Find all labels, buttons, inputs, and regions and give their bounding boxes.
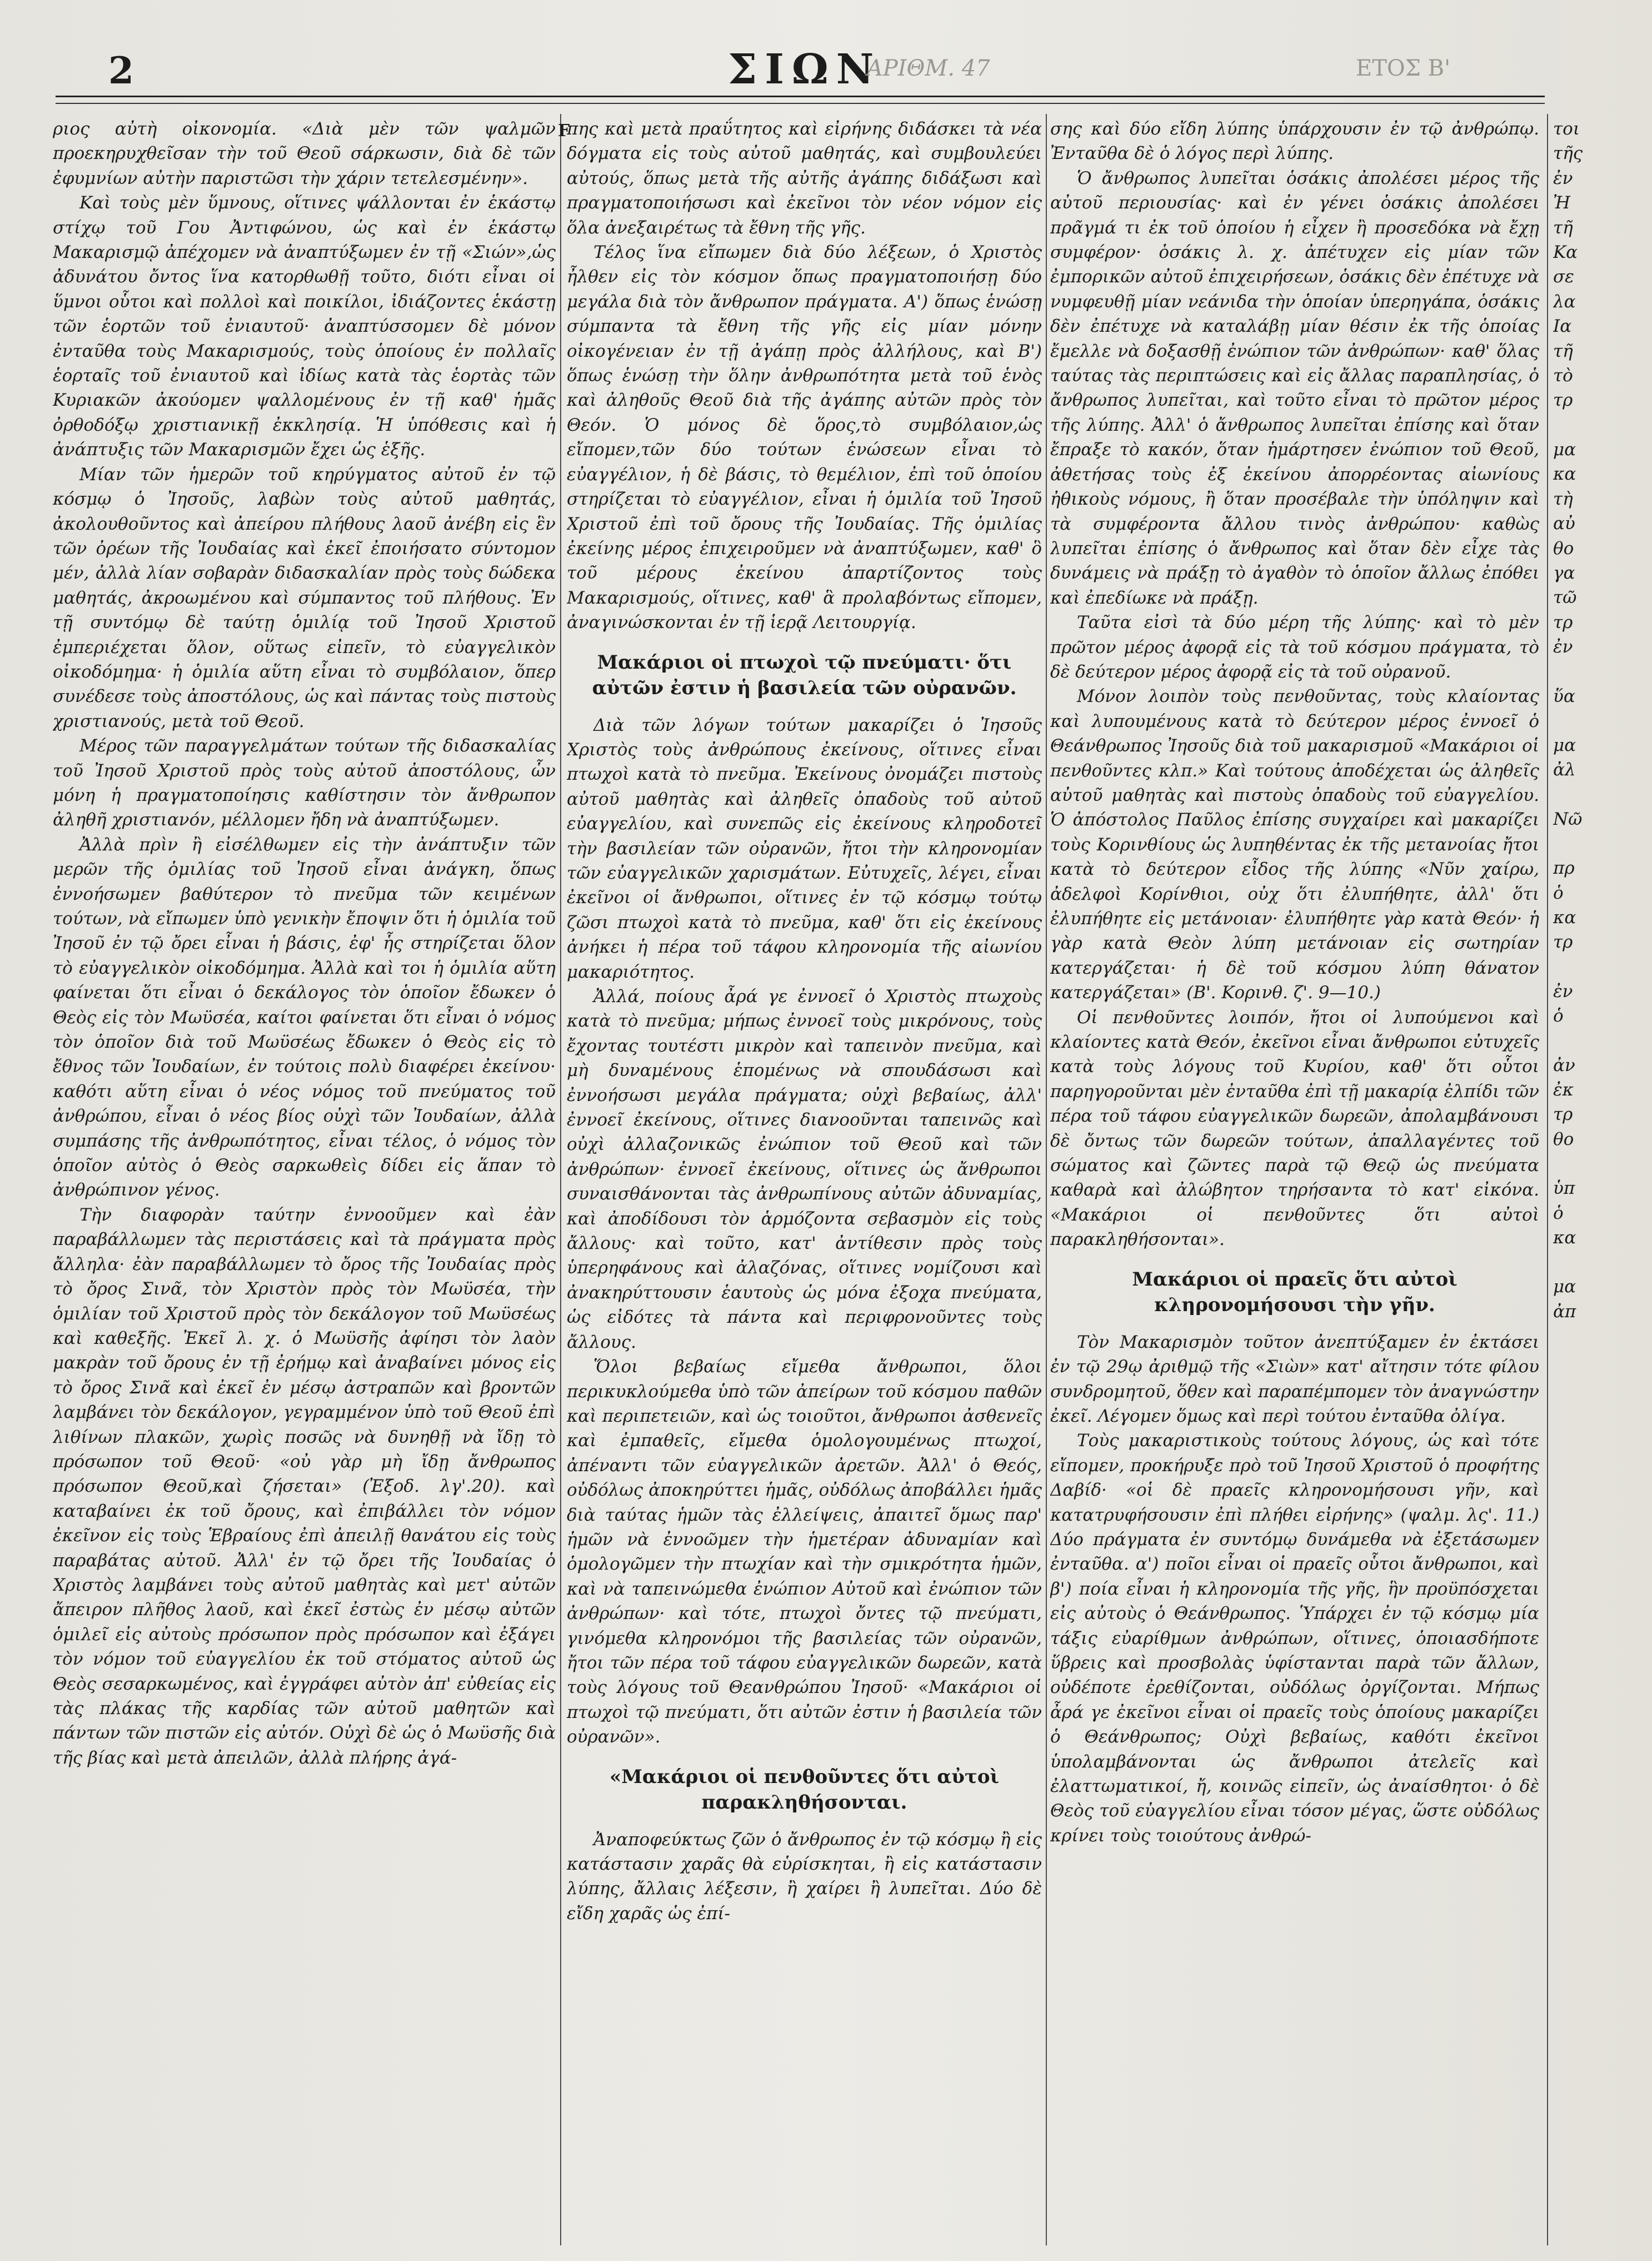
line-fragment: μα <box>1553 1277 1576 1297</box>
line-fragment: Ια <box>1553 316 1572 337</box>
paragraph: Μέρος τῶν παραγγελμάτων τούτων τῆς διδασκαλίας τοῦ Ἰησοῦ Χριστοῦ πρὸς τοὺς αὐτοῦ ἀποστόλους, ὧν μόνη ἡ πραγματοποίησις καθίστησιν τὸν ἄνθρωπον ἀληθῆ χριστιανόν, μέλλομεν ἤδη νὰ ἀναπτύξωμεν. <box>53 736 556 830</box>
line-fragment: τρ <box>1553 932 1573 953</box>
paragraph: Τοὺς μακαριστικοὺς τούτους λόγους, ὡς καὶ τότε εἴπομεν, προκήρυξε πρὸ τοῦ Ἰησοῦ Χριστοῦ ὁ προφήτης Δαβίδ· «οἱ δὲ πραεῖς κληρονομήσουσι γῆν, καὶ κατατρυφήσουσιν ἐπὶ πλήθει εἰρήνης» (ψαλμ. λς'. 11.) Δύο πράγματα ἐν συντόμῳ δυνάμεθα νὰ ἐξετάσωμεν ἐνταῦθα. α') ποῖοι εἶναι οἱ πραεῖς οὗτοι ἄνθρωποι, καὶ β') ποία εἶναι ἡ κληρονομία τῆς γῆς, ἣν προϋπόσχεται εἰς αὐτοὺς ὁ Θεάνθρωπος. Ὑπάρχει ἐν τῷ κόσμῳ μία τάξις εὐαρίθμων ἀνθρώπων, οἵτινες, ὁποιασδήποτε ὕβρεις καὶ προσβολὰς ὑφίστανται παρὰ τῶν ἄλλων, οὐδέποτε ἐρεθίζονται, οὐδόλως ὀργίζονται. Μήπως ἆρά γε ἐκεῖνοι εἶναι οἱ πραεῖς τοὺς ὁποίους μακαρίζει ὁ Θεάνθρωπος; Οὐχὶ βεβαίως, καθότι ἐκεῖνοι ὑπολαμβάνονται ὡς ἄνθρωποι ἀτελεῖς καὶ ἐλαττωματικοί, ἤ, κοινῶς εἰπεῖν, ὡς ἀναίσθητοι· ὁ δὲ Θεὸς τοῦ εὐαγγελίου εἶναι τόσον μέγας, ὥστε οὐδόλως κρίνει τοὺς τοιούτους ἀνθρώ- <box>1050 1431 1539 1846</box>
line-fragment: Ἠ <box>1553 193 1570 213</box>
line-gap <box>1553 831 1652 856</box>
line-fragment: τῶ <box>1553 587 1577 608</box>
line-fragment: τρ <box>1553 1104 1573 1125</box>
line-fragment: ἀλ <box>1553 760 1576 780</box>
show-through-text-left: ΑΡΙΘΜ. 47 <box>867 56 990 81</box>
paragraph: Ὅλοι βεβαίως εἴμεθα ἄνθρωποι, ὅλοι περικυκλούμεθα ὑπὸ τῶν ἀπείρων τοῦ κόσμου παθῶν καὶ περιπετειῶν, καὶ ὡς τοιοῦτοι, ἄνθρωποι ἀσθενεῖς καὶ ἐμπαθεῖς, εἴμεθα ὁμολογουμένως πτωχοί, ἀπέναντι τῶν εὐαγγελικῶν ἀρετῶν. Ἀλλ' ὁ Θεός, οὐδόλως ἀποκηρύττει ἡμᾶς, οὐδόλως ἀποβάλλει ἡμᾶς διὰ ταύτας ἡμῶν τὰς ἐλλείψεις, ἀπαιτεῖ ὅμως παρ' ἡμῶν νὰ ἐννοῶμεν τὴν ἡμετέραν ἀδυναμίαν καὶ ὁμολογῶμεν τὴν πτωχίαν καὶ τὴν σμικρότητα ἡμῶν, καὶ νὰ ταπεινώμεθα ἐνώπιον Αὐτοῦ καὶ ἐνώπιον τῶν ἀνθρώπων· καὶ τότε, πτωχοὶ ὄντες τῷ πνεύματι, γινόμεθα κληρονόμοι τῆς βασιλείας τῶν οὐρανῶν, ἤτοι τῶν πέρα τοῦ τάφου εὐαγγελικῶν δωρεῶν, κατὰ τοὺς λόγους τοῦ Θεανθρώπου Ἰησοῦ· «Μακάριοι οἱ πτωχοὶ τῷ πνεύματι, ὅτι αὐτῶν ἐστιν ἡ βασιλεία τῶν οὐρανῶν». <box>567 1357 1042 1747</box>
paragraph: Ἀναποφεύκτως ζῶν ὁ ἄνθρωπος ἐν τῷ κόσμῳ ἢ εἰς κατάστασιν χαρᾶς θὰ εὑρίσκηται, ἢ εἰς κατάστασιν λύπης, ἄλλαις λέξεσιν, ἢ χαίρει ἢ λυπεῖται. Δύο δὲ εἴδη χαρᾶς ὡς ἐπί- <box>567 1829 1042 1924</box>
paragraph: Οἱ πενθοῦντες λοιπόν, ἤτοι οἱ λυπούμενοι καὶ κλαίοντες κατὰ Θεόν, ἐκεῖνοι εἶναι ἄνθρωποι εὐτυχεῖς κατὰ τοὺς λόγους τοῦ Κυρίου, καθ' ὅτι οὗτοι παρηγοροῦνται μὲν ἐνταῦθα ἐπὶ τῇ μακαρίᾳ ἐλπίδι τῶν πέρα τοῦ τάφου εὐαγγελικῶν δωρεῶν, ἀπολαμβάνουσι δὲ ὄντως τῶν δωρεῶν τούτων, ἀπαλλαγέντες τοῦ σώματος καὶ ζῶντες παρὰ τῷ Θεῷ ὡς πνεύματα καθαρὰ καὶ ἀλώβητον τηρήσαντα τὸ κατ' εἰκόνα. «Μακάριοι οἱ πενθοῦντες ὅτι αὐτοὶ παρακληθήσονται». <box>1050 1007 1539 1250</box>
paragraph: Ταῦτα εἰσὶ τὰ δύο μέρη τῆς λύπης· καὶ τὸ μὲν πρῶτον μέρος ἀφορᾷ εἰς τὰ τοῦ κόσμου πράγματα, τὸ δὲ δεύτερον μέρος ἀφορᾷ εἰς τὰ τοῦ οὐρανοῦ. <box>1050 612 1539 682</box>
line-fragment: ἀπ <box>1553 1301 1576 1322</box>
column-4-cropped <box>1553 117 1652 2245</box>
paragraph: Τὸν Μακαρισμὸν τοῦτον ἀνεπτύξαμεν ἐν ἐκτάσει ἐν τῷ 29ῳ ἀριθμῷ τῆς «Σιὼν» κατ' αἴτησιν τότε φίλου συνδρομητοῦ, ὅθεν καὶ παραπέμπομεν τὸν ἀναγνώστην ἐκεῖ. Λέγομεν ὅμως καὶ περὶ τούτου ἐνταῦθα ὀλίγα. <box>1050 1332 1539 1426</box>
line-fragment: Κα <box>1553 242 1578 263</box>
line-gap <box>1553 709 1652 733</box>
line-fragment: ἐν <box>1553 168 1573 188</box>
paragraph: Τέλος ἵνα εἴπωμεν διὰ δύο λέξεων, ὁ Χριστὸς ἦλθεν εἰς τὸν κόσμον ὅπως πραγματοποιήσῃ δύο μεγάλα διὰ τὸν ἄνθρωπον πράγματα. Α') ὅπως ἑνώσῃ σύμπαντα τὰ ἔθνη τῆς γῆς εἰς μίαν μόνην οἰκογένειαν ἐν τῇ ἀγάπῃ πρὸς ἀλλήλους, καὶ Β') ὅπως ἑνώσῃ τὴν ὅλην ἀνθρωπότητα μετὰ τοῦ ἑνὸς καὶ ἀληθοῦς Θεοῦ διὰ τῆς ἀγάπης αὐτῶν πρὸς τὸν Θεόν. Ὁ μόνος δὲ ὅρος,τὸ συμβόλαιον,ὡς εἴπομεν,τῶν δύο τούτων ἑνώσεων εἶναι τὸ εὐαγγέλιον, ἡ δὲ βάσις, τὸ θεμέλιον, ἐπὶ τοῦ ὁποίου στηρίζεται τὸ εὐαγγέλιον, εἶναι ἡ ὁμιλία τοῦ Ἰησοῦ Χριστοῦ ἐπὶ τοῦ ὄρους τῆς Ἰουδαίας. Τῆς ὁμιλίας ἐκείνης μέρος ἐπιχειροῦμεν νὰ ἀναπτύξωμεν, καθ' ὃ τοῦ μέρους ἐκείνου ἀπαρτίζοντος τοὺς Μακαρισμούς, οἵτινες, καθ' ἃ προλαβόντως εἴπομεν, ἀναγινώσκονται ἐν τῇ ἱερᾷ Λειτουργίᾳ. <box>567 242 1042 633</box>
line-fragment: ὁ <box>1553 1203 1564 1223</box>
line-fragment: τὸ <box>1553 366 1573 386</box>
line-fragment: κα <box>1553 907 1576 928</box>
paragraph: πης καὶ μετὰ πραΰτητος καὶ εἰρήνης διδάσκει τὰ νέα δόγματα εἰς τοὺς αὐτοῦ μαθητάς, καὶ συμβουλεύει αὐτούς, ὅπως μετὰ τῆς αὐτῆς ἀγάπης διδάξωσι καὶ πραγματοποιήσωσι καὶ ἐκεῖνοι τὸν νέον νόμον εἰς ὅλα ἀνεξαιρέτως τὰ ἔθνη τῆς γῆς. <box>567 119 1042 238</box>
line-gap <box>1553 413 1652 437</box>
line-gap <box>1553 660 1652 684</box>
line-fragment: ἐν <box>1553 981 1573 1002</box>
paragraph: Τὴν διαφορὰν ταύτην ἐννοοῦμεν καὶ ἐὰν παραβάλλωμεν τὰς περιστάσεις καὶ τὰ πράγματα πρὸς ἄλληλα· ἐὰν παραβάλλωμεν τὸ ὄρος τῆς Ἰουδαίας πρὸς τὸ ὄρος Σινᾶ, τὸν Χριστὸν πρὸς τὸν Μωϋσέα, τὴν ὁμιλίαν τοῦ Χριστοῦ πρὸς τὸν δεκάλογον τοῦ Μωϋσέως καὶ καθεξῆς. Ἐκεῖ λ. χ. ὁ Μωϋσῆς ἀφίησι τὸν λαὸν μακρὰν τοῦ ὄρους ἐν τῇ ἐρήμῳ καὶ ἀναβαίνει μόνος εἰς τὸ ὄρος Σινᾶ καὶ ἐκεῖ ἐν μέσῳ ἀστραπῶν καὶ βροντῶν λαμβάνει τὸν δεκάλογον, γεγραμμένον ὑπὸ τοῦ Θεοῦ ἐπὶ λιθίνων πλακῶν, χωρὶς ποσῶς νὰ δυνηθῇ νὰ ἴδῃ τὸ πρόσωπον τοῦ Θεοῦ· «οὐ γὰρ μὴ ἴδῃ ἄνθρωπος πρόσωπον Θεοῦ,καὶ ζήσεται» (Ἐξοδ. λγ'.20). καὶ καταβαίνει ἐκ τοῦ ὄρους, καὶ ἐπιβάλλει τὸν νόμον ἐκεῖνον εἰς τοὺς Ἑβραίους ἐπὶ ἀπειλῇ θανάτου εἰς τοὺς παραβάτας αὐτοῦ. Ἀλλ' ἐν τῷ ὄρει τῆς Ἰουδαίας ὁ Χριστὸς λαμβάνει τοὺς αὐτοῦ μαθητὰς καὶ μετ' αὐτῶν ἄπειρον πλῆθος λαοῦ, καὶ ἐκεῖ ἐστὼς ἐν μέσῳ αὐτῶν ὁμιλεῖ εἰς αὐτοὺς πρόσωπον πρὸς πρόσωπον καὶ ἐξάγει τὸν νόμον τοῦ εὐαγγελίου ἐκ τοῦ στόματος αὐτοῦ ὡς Θεὸς σεσαρκωμένος, καὶ ἐγγράφει αὐτὸν ἀπ' εὐθείας εἰς τὰς πλάκας τῆς καρδίας τῶν αὐτοῦ μαθητῶν καὶ πάντων τῶν πιστῶν εἰς αὐτόν. Οὐχὶ δὲ ὡς ὁ Μωϋσῆς διὰ τῆς βίας καὶ μετὰ ἀπειλῶν, ἀλλὰ πλήρης ἀγά- <box>53 1204 556 1768</box>
line-fragment: ὁ <box>1553 1006 1564 1027</box>
line-fragment: τρ <box>1553 390 1573 411</box>
line-fragment: κα <box>1553 464 1576 485</box>
line-gap <box>1553 783 1652 807</box>
column-2 <box>567 117 1042 2245</box>
line-fragment: τὴ <box>1553 489 1573 509</box>
line-fragment: τρ <box>1553 612 1573 633</box>
column-divider <box>1046 114 1047 2245</box>
line-fragment: μα <box>1553 735 1576 755</box>
show-through-text-right: ΕΤΟΣ Β' <box>1356 56 1451 81</box>
line-fragment: κα <box>1553 1228 1576 1248</box>
line-fragment: τοι <box>1553 119 1580 139</box>
page-number: 2 <box>108 49 134 92</box>
line-fragment: σε <box>1553 267 1574 287</box>
line-fragment: ἀν <box>1553 1055 1575 1075</box>
section-heading-beatitude-meek: Μακάριοι οἱ πραεῖς ὅτι αὐτοὶ κληρονομήσουσι τὴν γῆν. <box>1132 1268 1458 1316</box>
line-fragment: τῆ <box>1553 341 1573 361</box>
line-fragment: θο <box>1553 1129 1574 1149</box>
newspaper-title: ΣΙΩΝ <box>728 46 882 93</box>
line-fragment: θο <box>1553 538 1574 559</box>
line-gap <box>1553 1029 1652 1053</box>
section-heading-beatitude-mourn: «Μακάριοι οἱ πενθοῦντες ὅτι αὐτοὶ παρακληθήσονται. <box>609 1765 1000 1814</box>
column-3 <box>1050 117 1539 2245</box>
line-fragment: αὐ <box>1553 514 1575 534</box>
paragraph: Ἀλλά, ποίους ἆρά γε ἐννοεῖ ὁ Χριστὸς πτωχοὺς κατὰ τὸ πνεῦμα; μήπως ἐννοεῖ τοὺς μικρόνους, τοὺς ἔχοντας τουτέστι μικρὸν καὶ ταπεινὸν πνεῦμα, καὶ μὴ δυναμένους ἑπομένως νὰ σπουδάσωσι καὶ ἐννοήσωσι μεγάλα πράγματα; οὐχὶ βεβαίως, ἀλλ' ἐννοεῖ ἐκείνους, οἵτινες διανοοῦνται ταπεινῶς καὶ οὐχὶ ἀλλαζονικῶς ἐνώπιον τοῦ Θεοῦ καὶ τῶν ἀνθρώπων· ἐννοεῖ ἐκείνους, οἵτινες ὡς ἄνθρωποι συναισθάνονται τὰς ἀνθρωπίνους αὐτῶν ἀδυναμίας, καὶ ἀποδίδουσι τὸν ἁρμόζοντα σεβασμὸν εἰς τοὺς ἄλλους· καὶ τοῦτο, κατ' ἀντίθεσιν πρὸς τοὺς ὑπερηφάνους καὶ ἀλαζόνας, οἵτινες νομίζουσι καὶ ἀνακηρύττουσιν ἑαυτοὺς ὡς μόνα ἐξοχα πνεύματα, ὡς εἰδότες τὰ πάντα καὶ περιφρονοῦντες τοὺς ἄλλους. <box>567 987 1042 1352</box>
line-fragment: μα <box>1553 439 1576 460</box>
line-fragment: λα <box>1553 291 1576 312</box>
paragraph: ριος αὐτὴ οἰκονομία. «Διὰ μὲν τῶν ψαλμῶν προεκηρυχθεῖσαν τὴν τοῦ Θεοῦ σάρκωσιν, διὰ δὲ τῶν ἐφυμνίων αὐτὴν παριστῶσι τὴν χάριν τετελεσμένην». <box>53 119 556 188</box>
paragraph: σης καὶ δύο εἴδη λύπης ὑπάρχουσιν ἐν τῷ ἀνθρώπῳ. Ἐνταῦθα δὲ ὁ λόγος περὶ λύπης. <box>1050 119 1539 164</box>
line-fragment: Νῶ <box>1553 809 1583 829</box>
line-fragment: ὕα <box>1553 686 1575 706</box>
line-fragment: ὁ <box>1553 883 1564 903</box>
line-gap <box>1553 1250 1652 1274</box>
line-fragment: πρ <box>1553 858 1575 879</box>
line-fragment: τῆ <box>1553 217 1573 238</box>
paragraph: Διὰ τῶν λόγων τούτων μακαρίζει ὁ Ἰησοῦς Χριστὸς τοὺς ἀνθρώπους ἐκείνους, οἵτινες εἶναι πτωχοὶ κατὰ τὸ πνεῦμα. Ἐκείνους ὀνομάζει πιστοὺς αὐτοῦ μαθητὰς καὶ ἀληθεῖς ὀπαδοὺς τοῦ αὐτοῦ εὐαγγελίου, καὶ συνεπῶς εἰς ἐκείνους κληροδοτεῖ τὴν βασιλείαν τῶν οὐρανῶν, ἤτοι τὴν κληρονομίαν τῶν εὐαγγελικῶν χαρισμάτων. Εὐτυχεῖς, λέγει, εἶναι ἐκεῖνοι οἱ ἄνθρωποι, οἵτινες ἐν τῷ κόσμῳ τούτῳ ζῶσι πτωχοὶ κατὰ τὸ πνεῦμα, καθ' ὅτι εἰς ἐκείνους ἀνήκει ἡ πέρα τοῦ τάφου κληρονομία τῆς αἰωνίου μακαριότητος. <box>567 715 1042 982</box>
section-heading-beatitude-poor: Μακάριοι οἱ πτωχοὶ τῷ πνεύματι· ὅτι αὐτῶν ἐστιν ἡ βασιλεία τῶν οὐρανῶν. <box>592 651 1017 699</box>
line-fragment: ἐκ <box>1553 1080 1574 1100</box>
line-fragment: ὑπ <box>1553 1178 1575 1199</box>
paragraph: Ἀλλὰ πρὶν ἢ εἰσέλθωμεν εἰς τὴν ἀνάπτυξιν τῶν μερῶν τῆς ὁμιλίας τοῦ Ἰησοῦ εἶναι ἀνάγκη, ὅπως ἐννοήσωμεν βαθύτερον τὸ πνεῦμα τῶν κειμένων τούτων, νὰ εἴπωμεν ὑπὸ γενικὴν ἔποψιν ὅτι ἡ ὁμιλία τοῦ Ἰησοῦ ἐν τῷ ὄρει εἶναι ἡ βάσις, ἐφ' ἧς στηρίζεται ὅλον τὸ εὐαγγελικὸν οἰκοδόμημα. Ἀλλὰ καὶ τοι ἡ ὁμιλία αὕτη φαίνεται ὅτι εἶναι ὁ δεκάλογος τὸν ὁποῖον ἔδωκεν ὁ Θεὸς εἰς τὸν Μωϋσέα, καίτοι φαίνεται ὅτι εἶναι ὁ νόμος τὸν ὁποῖον διὰ τοῦ Μωϋσέως ἔδωκεν ὁ Θεὸς εἰς τὸ ἔθνος τῶν Ἰουδαίων, ἐν τούτοις πολὺ διαφέρει ἐκείνου· καθότι αὕτη εἶναι ὁ νέος νόμος τοῦ πνεύματος τοῦ ἀνθρώπου, εἶναι ὁ νέος βίος οὐχὶ τῶν Ἰουδαίων, ἀλλὰ συμπάσης τῆς ἀνθρωπότητος, εἶναι τέλος, ὁ νόμος τὸν ὁποῖον αὐτὸς ὁ Θεὸς σαρκωθεὶς δίδει εἰς ἅπαν τὸ ἀνθρώπινον γένος. <box>53 834 556 1201</box>
paragraph: Ὁ ἄνθρωπος λυπεῖται ὁσάκις ἀπολέσει μέρος τῆς αὐτοῦ περιουσίας· καὶ ἐν γένει ὁσάκις ἀπολέσει πρᾶγμά τι ἐκ τοῦ ὁποίου ἡ εἶχεν ἢ προσεδόκα νὰ ἔχῃ συμφέρον· ὁσάκις λ. χ. ἀπέτυχεν εἰς μίαν τῶν ἐμπορικῶν αὐτοῦ ἐπιχειρήσεων, ὁσάκις δὲν ἐπέτυχε νὰ νυμφευθῇ μίαν νεάνιδα τὴν ὁποίαν ὑπερηγάπα, ὁσάκις δὲν ἐπέτυχε νὰ καταλάβῃ μίαν θέσιν ἐκ τῆς ὁποίας ἔμελλε νὰ δοξασθῇ ἐνώπιον τῶν ἀνθρώπων· καθ' ὅλας ταύτας τὰς περιπτώσεις καὶ εἰς ἄλλας παραπλησίας, ὁ ἄνθρωπος λυπεῖται, καὶ τοῦτο εἶναι τὸ πρῶτον μέρος τῆς λύπης. Ἀλλ' ὁ ἄνθρωπος λυπεῖται ἐπίσης καὶ ὅταν ἔπραξε τὸ κακόν, ὅταν ἡμάρτησεν ἐνώπιον τοῦ Θεοῦ, ἀθετήσας τοὺς ἐξ ἐκείνου ἀπορρέοντας αἰωνίους ἠθικοὺς νόμους, ἢ ὅταν προσέβαλε τὴν ὑπόληψιν καὶ τὰ συμφέροντα ἄλλου τινὸς ἀνθρώπου· καθὼς λυπεῖται ἐπίσης ὁ ἄνθρωπος καὶ ὅταν δὲν εἶχε τὰς δυνάμεις νὰ πράξῃ τὸ ἀγαθὸν τὸ ὁποῖον ἄλλως ἐπόθει καὶ ἐπεδίωκε νὰ πράξῃ. <box>1050 168 1539 608</box>
margin-mark: F <box>558 121 570 141</box>
line-gap <box>1553 1152 1652 1176</box>
paragraph: Μόνον λοιπὸν τοὺς πενθοῦντας, τοὺς κλαίοντας καὶ λυπουμένους κατὰ τὸ δεύτερον μέρος ἐννοεῖ ὁ Θεάνθρωπος Ἰησοῦς διὰ τοῦ μακαρισμοῦ «Μακάριοι οἱ πενθοῦντες κλπ.» Καὶ τούτους ἀποδέχεται ὡς ἀληθεῖς αὐτοῦ μαθητὰς καὶ πιστοὺς ὀπαδοὺς τοῦ εὐαγγελίου. Ὁ ἀπόστολος Παῦλος ἐπίσης συγχαίρει καὶ μακαρίζει τοὺς Κορινθίους ὡς λυπηθέντας ἐκ τῆς μετανοίας ἤτοι κατὰ τὸ δεύτερον εἶδος τῆς λύπης «Νῦν χαίρω, ἀδελφοὶ Κορίνθιοι, οὐχ ὅτι ἐλυπήθητε, ἀλλ' ὅτι ἐλυπήθητε εἰς μετάνοιαν· ἐλυπήθητε γὰρ κατὰ Θεόν· ἡ γὰρ κατὰ Θεὸν λύπη μετάνοιαν εἰς σωτηρίαν κατεργάζεται· ἡ δὲ τοῦ κόσμου λύπη θάνατον κατεργάζεται» (Β'. Κορινθ. ζ'. 9—10.) <box>1050 686 1539 1003</box>
paragraph: Μίαν τῶν ἡμερῶν τοῦ κηρύγματος αὐτοῦ ἐν τῷ κόσμῳ ὁ Ἰησοῦς, λαβὼν τοὺς αὐτοῦ μαθητάς, ἀκολουθοῦντος καὶ ἀπείρου πλήθους λαοῦ ἀνέβη εἰς ἓν τῶν ὀρέων τῆς Ἰουδαίας καὶ ἐκεῖ ἐποιήσατο σύντομον μέν, ἀλλὰ λίαν σοβαρὰν διδασκαλίαν πρὸς τοὺς δώδεκα μαθητάς, ἀκροωμένου καὶ σύμπαντος τοῦ πλήθους. Ἐν τῇ συντόμῳ δὲ ταύτῃ ὁμιλίᾳ τοῦ Ἰησοῦ Χριστοῦ ἐμπεριέχεται ὅλον, οὕτως εἰπεῖν, τὸ εὐαγγελικὸν οἰκοδόμημα· ἡ ὁμιλία αὕτη εἶναι τὸ συμβόλαιον, ὅπερ συνέδεσε τοὺς ἀποστόλους, ὡς καὶ πάντας τοὺς πιστοὺς χριστιανούς, μετὰ τοῦ Θεοῦ. <box>53 464 556 731</box>
masthead-rule <box>56 96 1545 104</box>
line-gap <box>1553 955 1652 979</box>
column-divider <box>560 114 561 2245</box>
masthead <box>0 0 1652 106</box>
column-1 <box>53 117 556 2245</box>
line-fragment: τῆς <box>1553 143 1583 164</box>
line-fragment: ἐν <box>1553 637 1573 658</box>
line-fragment: γα <box>1553 562 1575 583</box>
paragraph: Καὶ τοὺς μὲν ὕμνους, οἵτινες ψάλλονται ἐν ἑκάστῳ στίχῳ τοῦ Γου Ἀντιφώνου, ὡς καὶ ἐν ἑκάστῳ Μακαρισμῷ ἀπέχομεν νὰ ἀναπτύξωμεν ἐν τῇ «Σιών»,ὡς ἀδυνάτου ὄντος ἵνα κατορθωθῇ τοῦτο, διότι εἶναι οἱ ὕμνοι οὗτοι καὶ πολλοὶ καὶ ποικίλοι, ἰδιάζοντες ἑκάστῃ τῶν ἑορτῶν τοῦ ἐνιαυτοῦ· ἀναπτύσσομεν δὲ μόνον ἐνταῦθα τοὺς Μακαρισμούς, τοὺς ὁποίους ἐν πολλαῖς ἑορταῖς τοῦ ἐνιαυτοῦ καὶ ἰδίως κατὰ τὰς ἑορτὰς τῶν Κυριακῶν ἀκούομεν ψαλλομένους ἐν τῇ καθ' ἡμᾶς ὀρθοδόξῳ χριστιανικῇ ἐκκλησίᾳ. Ἡ ὑπόθεσις καὶ ἡ ἀνάπτυξις τῶν Μακαρισμῶν ἔχει ὡς ἑξῆς. <box>53 193 556 460</box>
column-divider <box>1547 114 1548 2245</box>
